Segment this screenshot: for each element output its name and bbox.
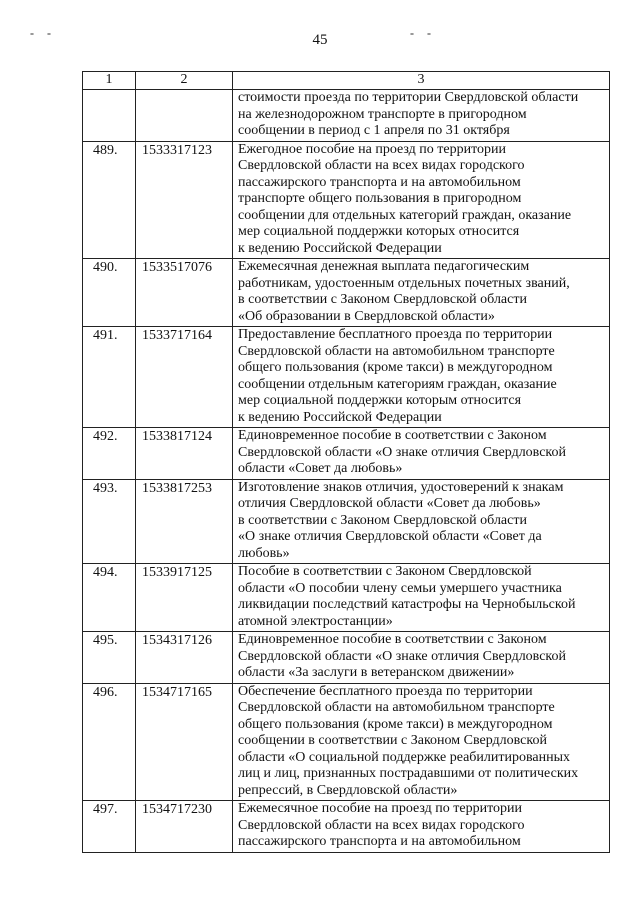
table-body bbox=[83, 90, 610, 853]
row-description bbox=[233, 564, 610, 632]
description-line: отличия Свердловской области «Совет да любовь» bbox=[238, 496, 541, 511]
description-line: ликвидации последствий катастрофы на Чернобыльской bbox=[238, 597, 576, 612]
row-number: 497. bbox=[83, 801, 136, 853]
description-line: на железнодорожном транспорте в пригородном bbox=[238, 106, 527, 122]
table-row bbox=[83, 632, 610, 684]
table-row bbox=[83, 564, 610, 632]
description-line: Пособие в соответствии с Законом Свердловской bbox=[238, 564, 532, 579]
description-line: «О знаке отличия Свердловской области «Совет да bbox=[238, 529, 542, 544]
row-number: 492. bbox=[83, 428, 136, 480]
row-code: 1533817124 bbox=[136, 428, 233, 480]
description-line: Предоставление бесплатного проезда по территории bbox=[238, 327, 553, 342]
row-description bbox=[233, 141, 610, 259]
row-code: 1534317126 bbox=[136, 632, 233, 684]
description-line: сообщении в период с 1 апреля по 31 октября bbox=[238, 123, 510, 138]
row-description bbox=[233, 479, 610, 564]
row-number: 496. bbox=[83, 683, 136, 801]
row-description bbox=[233, 90, 610, 142]
column-header-2: 2 bbox=[136, 72, 233, 90]
description-line: Свердловской области на всех видах городского bbox=[238, 158, 525, 173]
row-code: 1533717164 bbox=[136, 327, 233, 428]
description-line: лиц и лиц, признанных пострадавшими от политических bbox=[238, 766, 579, 781]
column-header-1: 1 bbox=[83, 72, 136, 90]
row-number: 491. bbox=[83, 327, 136, 428]
table-row bbox=[83, 683, 610, 801]
description-line: сообщении для отдельных категорий граждан, оказание bbox=[238, 207, 572, 223]
row-code: 1533517076 bbox=[136, 259, 233, 327]
benefits-table bbox=[82, 71, 610, 853]
row-code: 1534717230 bbox=[136, 801, 233, 853]
description-line: области «Совет да любовь» bbox=[238, 461, 403, 476]
row-code: 1533817253 bbox=[136, 479, 233, 564]
description-line: пассажирского транспорта и на автомобильном bbox=[238, 174, 521, 190]
description-line: области «О пособии члену семьи умершего участника bbox=[238, 580, 562, 596]
description-line: общего пользования (кроме такси) в междугородном bbox=[238, 360, 553, 375]
description-line: мер социальной поддержки которых относится bbox=[238, 224, 520, 239]
table-row bbox=[83, 428, 610, 480]
column-header-3: 3 bbox=[233, 72, 610, 90]
row-description bbox=[233, 632, 610, 684]
row-description bbox=[233, 327, 610, 428]
description-line: сообщении отдельным категориям граждан, оказание bbox=[238, 376, 557, 392]
row-description bbox=[233, 683, 610, 801]
description-line: области «За заслуги в ветеранском движении» bbox=[238, 665, 515, 680]
row-code: 1533317123 bbox=[136, 141, 233, 259]
description-line: репрессий, в Свердловской области» bbox=[238, 782, 458, 798]
description-line: Свердловской области «О знаке отличия Свердловской bbox=[238, 444, 567, 460]
row-description bbox=[233, 801, 610, 853]
description-line: «Об образовании в Свердловской области» bbox=[238, 308, 495, 324]
row-number: 494. bbox=[83, 564, 136, 632]
description-line: в соответствии с Законом Свердловской области bbox=[238, 292, 527, 307]
row-code: 1533917125 bbox=[136, 564, 233, 632]
description-line: Свердловской области на всех видах городского bbox=[238, 817, 525, 833]
row-number: 493. bbox=[83, 479, 136, 564]
row-number: 490. bbox=[83, 259, 136, 327]
row-number: 489. bbox=[83, 141, 136, 259]
description-line: атомной электростанции» bbox=[238, 613, 393, 629]
description-line: Свердловской области на автомобильном транспорте bbox=[238, 700, 555, 715]
description-line: в соответствии с Законом Свердловской области bbox=[238, 512, 527, 528]
row-code: 1534717165 bbox=[136, 683, 233, 801]
table-row bbox=[83, 327, 610, 428]
description-line: работникам, удостоенным отдельных почетных званий, bbox=[238, 275, 570, 291]
description-line: Единовременное пособие в соответствии с Законом bbox=[238, 632, 547, 647]
description-line: общего пользования (кроме такси) в междугородном bbox=[238, 716, 553, 732]
row-code bbox=[136, 90, 233, 142]
description-line: Изготовление знаков отличия, удостоверений к знакам bbox=[238, 479, 564, 495]
description-line: Единовременное пособие в соответствии с Законом bbox=[238, 428, 547, 443]
table-header-row bbox=[83, 72, 610, 90]
description-line: Ежемесячная денежная выплата педагогическим bbox=[238, 259, 530, 274]
description-line: транспорте общего пользования в пригородном bbox=[238, 191, 522, 206]
table-row bbox=[83, 141, 610, 259]
row-description bbox=[233, 259, 610, 327]
scan-mark-left: - - bbox=[30, 26, 56, 40]
table-row bbox=[83, 479, 610, 564]
scan-mark-right: - - bbox=[410, 26, 436, 40]
description-line: к ведению Российской Федерации bbox=[238, 409, 442, 425]
description-line: пассажирского транспорта и на автомобильном bbox=[238, 834, 521, 849]
row-description bbox=[233, 428, 610, 480]
description-line: мер социальной поддержки которым относится bbox=[238, 393, 522, 408]
page-number: 45 bbox=[312, 32, 328, 48]
description-line: к ведению Российской Федерации bbox=[238, 240, 442, 256]
table-row bbox=[83, 801, 610, 853]
description-line: области «О социальной поддержке реабилитированных bbox=[238, 749, 571, 765]
description-line: Свердловской области «О знаке отличия Свердловской bbox=[238, 648, 567, 664]
table-row bbox=[83, 90, 610, 142]
description-line: стоимости проезда по территории Свердловской области bbox=[238, 90, 579, 105]
table-row bbox=[83, 259, 610, 327]
description-line: сообщении в соответствии с Законом Свердловской bbox=[238, 733, 547, 748]
description-line: Обеспечение бесплатного проезда по территории bbox=[238, 683, 533, 699]
description-line: Ежегодное пособие на проезд по территории bbox=[238, 141, 507, 157]
row-number bbox=[83, 90, 136, 142]
row-number: 495. bbox=[83, 632, 136, 684]
description-line: Ежемесячное пособие на проезд по территории bbox=[238, 801, 523, 816]
description-line: Свердловской области на автомобильном транспорте bbox=[238, 343, 555, 359]
description-line: любовь» bbox=[238, 545, 290, 561]
